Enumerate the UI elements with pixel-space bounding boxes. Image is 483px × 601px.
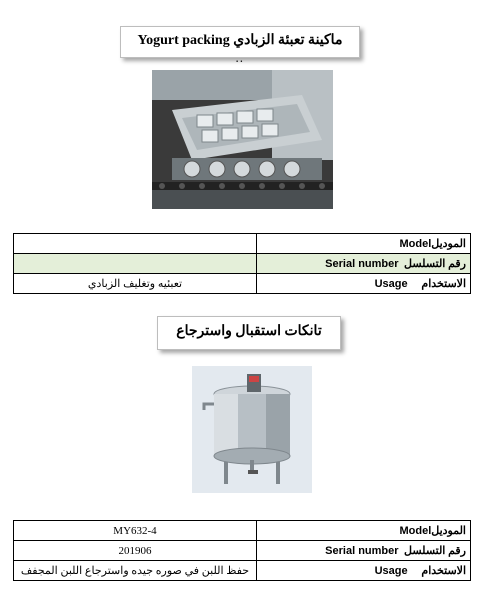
- table-row-usage: [14, 561, 471, 581]
- yogurt-packing-machine-photo: [152, 70, 333, 209]
- section1-title: ماكينة تعبئة الزبادي Yogurt packing: [120, 26, 360, 58]
- table-row-serial: [14, 541, 471, 561]
- table-row-model: [14, 521, 471, 541]
- table-row-serial: [14, 254, 471, 274]
- usage-label: الاستخدام Usage: [257, 561, 471, 581]
- section2-title: تانكات استقبال واسترجاع: [157, 316, 341, 350]
- serial-label: رقم التسلسل Serial number: [257, 541, 471, 561]
- model-label: الموديلModel: [257, 234, 471, 254]
- storage-tank-photo: [192, 366, 312, 493]
- usage-label: الاستخدام Usage: [257, 274, 471, 294]
- section1-spec-table: [13, 233, 471, 294]
- usage-value: تعبئيه وتغليف الزبادي: [14, 274, 257, 294]
- serial-label: رقم التسلسل Serial number: [257, 254, 471, 274]
- model-label: الموديلModel: [257, 521, 471, 541]
- usage-value: حفظ اللبن في صوره جيده واسترجاع اللبن المجفف: [14, 561, 257, 581]
- section2-spec-table: [13, 520, 471, 581]
- serial-value: 201906: [14, 541, 257, 561]
- table-row-model: [14, 234, 471, 254]
- table-row-usage: [14, 274, 471, 294]
- title-dots: ..: [236, 54, 245, 64]
- model-value: [14, 234, 257, 254]
- serial-value: [14, 254, 257, 274]
- model-value: MY632-4: [14, 521, 257, 541]
